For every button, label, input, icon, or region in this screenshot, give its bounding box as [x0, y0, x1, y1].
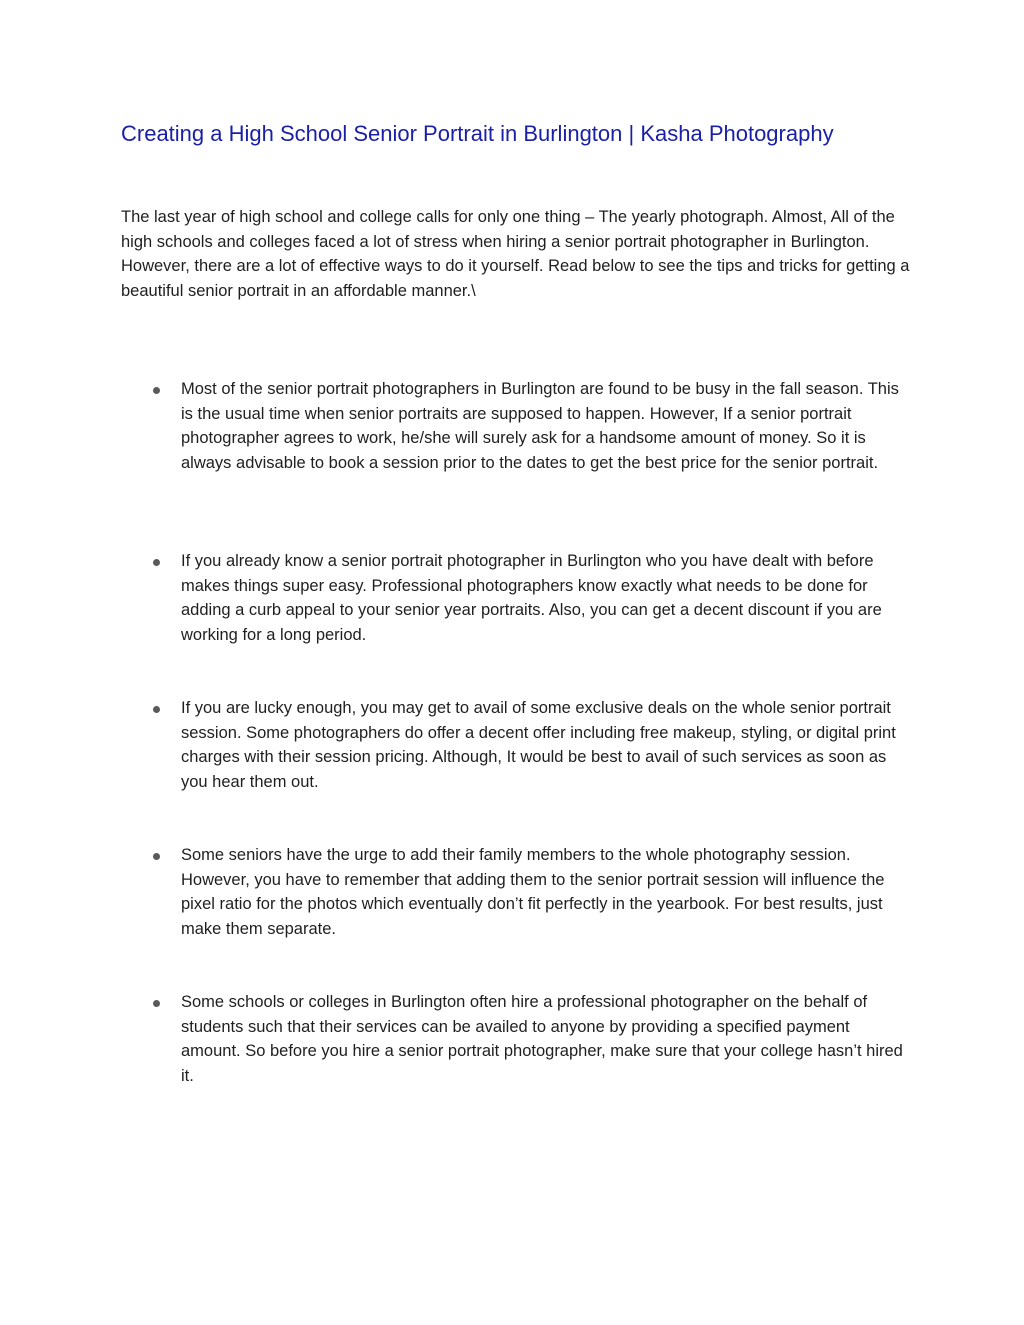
list-item-text: If you are lucky enough, you may get to avail of some exclusive deals on the whole senior portrait session. Some photographers do offer a decent offer including free makeup, styling, or digital print charges with their session pricing. Although, It would be best to avail of such services as soon as you hear them out.: [181, 699, 896, 791]
list-item-text: Some seniors have the urge to add their family members to the whole photography session. However, you have to remember that adding them to the senior portrait session will influence the pixel ratio for the photos which eventually don’t fit perfectly in the yearbook. For best results, just make them separate.: [181, 846, 885, 938]
list-item-text: If you already know a senior portrait photographer in Burlington who you have dealt with before makes things super easy. Professional photographers know exactly what needs to be done for adding a curb appeal to your senior year portraits. Also, you can get a decent discount if you are working for a long period.: [181, 552, 882, 644]
document-title: Creating a High School Senior Portrait in Burlington | Kasha Photography: [121, 121, 834, 146]
list-item-text: Most of the senior portrait photographers in Burlington are found to be busy in the fall season. This is the usual time when senior portraits are supposed to happen. However, If a senior portrait photographer agrees to work, he/she will surely ask for a handsome amount of money. So it is always advisable to book a session prior to the dates to get the best price for the senior portrait.: [181, 380, 899, 472]
bullet-icon: [153, 559, 160, 566]
bullet-icon: [153, 706, 160, 713]
bullet-icon: [153, 853, 160, 860]
intro-paragraph: The last year of high school and college calls for only one thing – The yearly photograph. Almost, All of the high schools and colleges faced a lot of stress when hiring a senior portrait photographer in Burlington. However, there are a lot of effective ways to do it yourself. Read below to see the tips and tricks for getting a beautiful senior portrait in an affordable manner.\: [121, 208, 910, 300]
list-item-text: Some schools or colleges in Burlington often hire a professional photographer on the behalf of students such that their services can be availed to anyone by providing a specified payment amount. So before you hire a senior portrait photographer, make sure that your college hasn’t hired it.: [181, 993, 903, 1085]
bullet-icon: [153, 387, 160, 394]
bullet-icon: [153, 1000, 160, 1007]
